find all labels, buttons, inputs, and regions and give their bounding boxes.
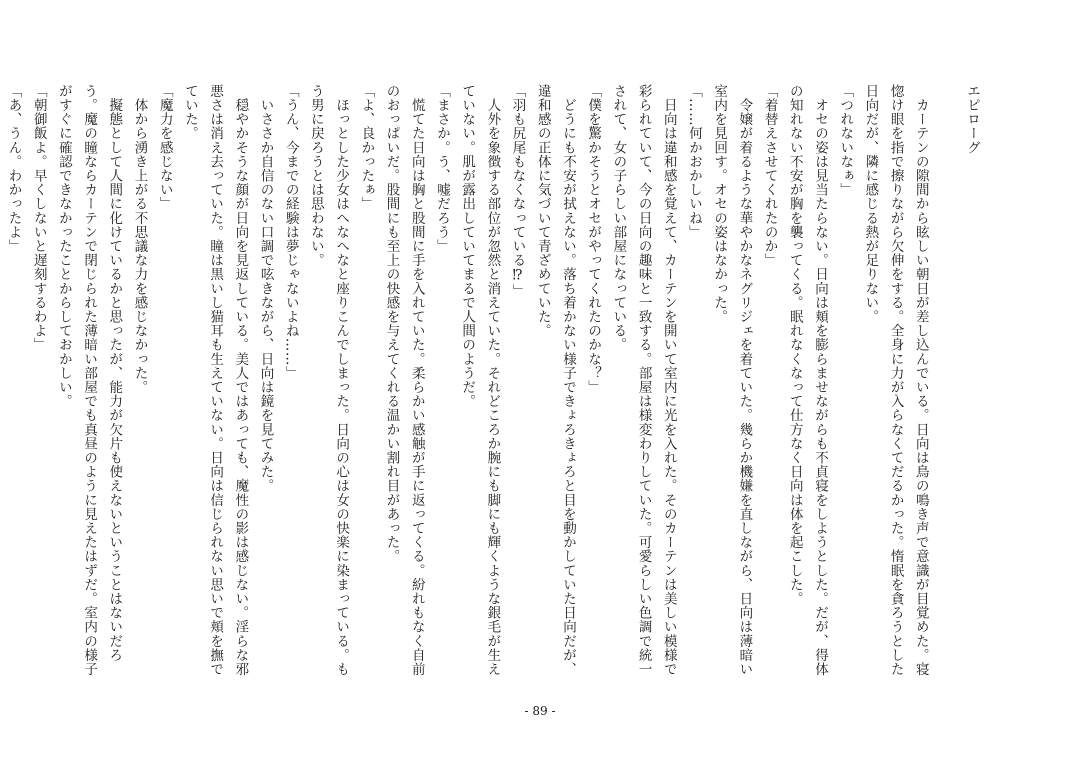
paragraph: オセの姿は見当たらない。日向は頬を膨らませながらも不貞寝をしようとした。だが、得体の知れない不安が胸を襲ってくる。眠れなくなって仕方なく日向は体を起こした。	[786, 84, 828, 677]
paragraph: 「魔力を感じない」	[156, 84, 173, 211]
paragraph: 人外を象徴する部位が忽然と消えていた。それどころか腕にも脚にも輝くような銀毛が生えていない。肌が露出していてまるで人間のようだ。	[459, 84, 501, 677]
paragraph: 「まさか。う、嘘だろう」	[433, 84, 450, 254]
chapter-title: エピローグ	[964, 84, 980, 155]
paragraph: 日向は違和感を覚えて、カーテンを開いて室内に光を入れた。そのカーテンは美しい模様で彩られていて、今の日向の趣味と一致する。部屋は様変わりしていた。可愛らしい色調で統一されて、女の子らしい部屋になっている。	[610, 84, 677, 677]
paragraph: 「つれないなぁ」	[837, 84, 854, 197]
paragraph: ほっとした少女はへなへなと座りこんでしまった。日向の心は女の快楽に染まっている。もう男に戻ろうとは思わない。	[307, 84, 350, 677]
paragraph: 「僕を驚かそうとオセがやってくれたのかな？」	[585, 84, 602, 395]
paragraph: 「よ、良かったぁ」	[358, 84, 375, 211]
paragraph: 擬態として人間に化けているかと思ったが、能力が欠片も使えないということはないだろう。魔の瞳ならカーテンで閉じられた薄暗い部屋でも真昼のように見えたはずだ。室内の様子がすぐに確認できなかったことからしておかしい。	[55, 84, 123, 677]
paragraph: カーテンの隙間から眩しい朝日が差し込んでいる。日向は鳥の鳴き声で意識が目覚めた。寝惚け眼を指で擦りながら欠伸をする。全身に力が入らなくてだるかった。惰眠を貪ろうとした日向だが、隣に感じる熱が足りない。	[862, 84, 929, 677]
paragraph: 「朝御飯よ。早くしないと遅刻するわよ」	[30, 84, 47, 352]
paragraph: 体から湧き上がる不思議な力を感じなかった。	[131, 84, 148, 395]
paragraph: 「羽も尻尾もなくなっている⁉」	[509, 84, 526, 298]
paragraph: 穏やかそうな顔が日向を見返している。美人ではあっても、魔性の影は感じない。淫らな邪悪さは消え去っていた。瞳は黒いし猫耳も生えていない。日向は信じられない思いで頬を撫でていた。	[181, 84, 249, 677]
paragraph: どうにも不安が拭えない。落ち着かない様子できょろきょろと目を動かしていた日向だが、違和感の正体に気づいて青ざめていた。	[534, 84, 576, 677]
page-number: - 89 -	[524, 704, 556, 718]
paragraph: 「着替えさせてくれたのか」	[761, 84, 778, 268]
paragraph: 慌てた日向は胸と股間に手を入れていた。柔らかい感触が手に返ってくる。紛れもなく自前のおっぱいだ。股間にも至上の快感を与えてくれる温かい割れ目があった。	[383, 84, 425, 677]
paragraph: 令嬢が着るような華やかなネグリジェを着ていた。幾らか機嫌を直しながら、日向は薄暗い室内を見回す。オセの姿はなかった。	[711, 84, 753, 677]
paragraph: 「あ、うん。わかったよ」	[5, 84, 22, 254]
body-text	[5, 84, 984, 684]
paragraph: いささか自信のない口調で呟きながら、日向は鏡を見てみた。	[257, 84, 274, 493]
paragraph: 「……何かおかしいね」	[685, 84, 702, 240]
paragraph: 「うん、今までの経験は夢じゃないよね……」	[282, 84, 299, 381]
